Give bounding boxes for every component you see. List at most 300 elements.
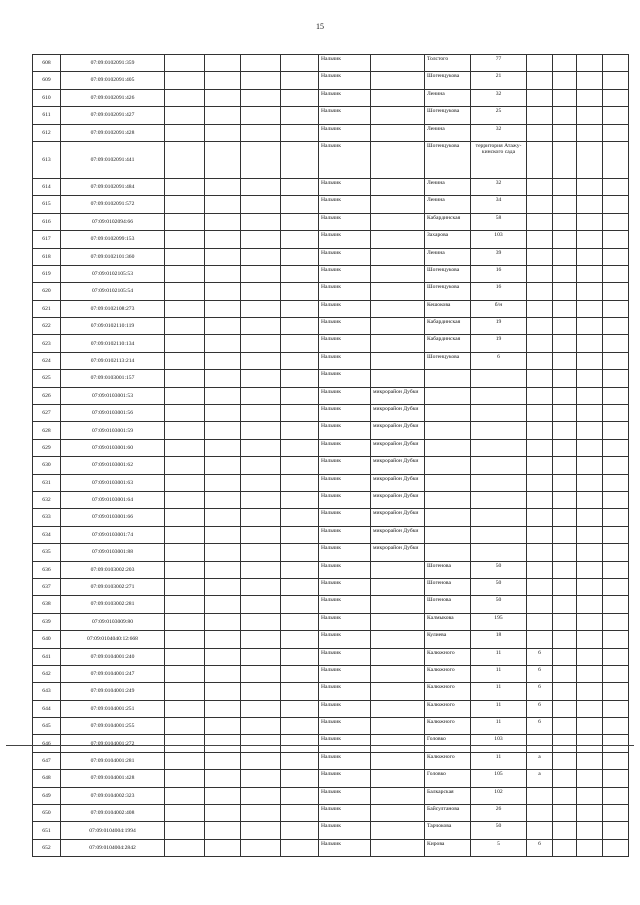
empty-cell <box>205 283 241 300</box>
city-cell: Нальчик <box>319 805 371 822</box>
house-cell: 50 <box>471 561 527 578</box>
house-cell: 77 <box>471 55 527 72</box>
empty-cell <box>241 178 281 195</box>
apartment-cell <box>527 89 553 106</box>
table-row <box>33 805 629 822</box>
empty-cell <box>205 335 241 352</box>
district-cell <box>371 370 425 387</box>
empty-cell <box>577 55 603 72</box>
apartment-cell <box>527 231 553 248</box>
empty-cell <box>281 578 319 595</box>
district-cell <box>371 735 425 752</box>
empty-cell <box>281 735 319 752</box>
district-cell <box>371 141 425 178</box>
empty-cell <box>205 839 241 856</box>
empty-cell <box>553 107 577 124</box>
empty-cell <box>205 544 241 561</box>
apartment-cell <box>527 387 553 404</box>
city-cell: Нальчик <box>319 439 371 456</box>
table-row <box>33 752 629 769</box>
row-number: 611 <box>33 107 61 124</box>
street-cell: Калюжного <box>425 700 471 717</box>
apartment-cell: 6 <box>527 718 553 735</box>
empty-cell <box>205 107 241 124</box>
street-cell: Кабардинская <box>425 213 471 230</box>
street-cell: Шогенцукова <box>425 352 471 369</box>
empty-cell <box>205 248 241 265</box>
house-cell: 16 <box>471 265 527 282</box>
empty-cell <box>241 370 281 387</box>
empty-cell <box>165 422 205 439</box>
cadastral-number: 07:09:0102110:134 <box>61 335 165 352</box>
cadastral-number: 07:09:0103002:203 <box>61 561 165 578</box>
row-number: 640 <box>33 631 61 648</box>
empty-cell <box>165 178 205 195</box>
city-cell: Нальчик <box>319 89 371 106</box>
street-cell: Захарова <box>425 231 471 248</box>
empty-cell <box>205 805 241 822</box>
empty-cell <box>553 770 577 787</box>
street-cell <box>425 509 471 526</box>
empty-cell <box>281 178 319 195</box>
city-cell: Нальчик <box>319 822 371 839</box>
cadastral-number: 07:09:0103001:62 <box>61 457 165 474</box>
cadastral-number: 07:09:0103001:74 <box>61 526 165 543</box>
row-number: 614 <box>33 178 61 195</box>
apartment-cell <box>527 544 553 561</box>
district-cell <box>371 248 425 265</box>
empty-cell <box>241 318 281 335</box>
table-row <box>33 526 629 543</box>
empty-cell <box>553 526 577 543</box>
empty-cell <box>577 141 603 178</box>
house-cell <box>471 544 527 561</box>
table-row <box>33 683 629 700</box>
empty-cell <box>603 491 629 508</box>
street-cell: Шогенцукова <box>425 283 471 300</box>
empty-cell <box>281 72 319 89</box>
street-cell: Калмыкова <box>425 613 471 630</box>
apartment-cell <box>527 561 553 578</box>
cadastral-number: 07:09:0103009:80 <box>61 613 165 630</box>
empty-cell <box>577 439 603 456</box>
empty-cell <box>165 405 205 422</box>
row-number: 613 <box>33 141 61 178</box>
empty-cell <box>165 335 205 352</box>
apartment-cell: а <box>527 752 553 769</box>
district-cell <box>371 55 425 72</box>
district-cell <box>371 283 425 300</box>
empty-cell <box>241 300 281 317</box>
house-cell: 19 <box>471 318 527 335</box>
empty-cell <box>165 735 205 752</box>
district-cell <box>371 231 425 248</box>
district-cell <box>371 665 425 682</box>
empty-cell <box>281 213 319 230</box>
apartment-cell: 6 <box>527 839 553 856</box>
empty-cell <box>241 839 281 856</box>
empty-cell <box>281 718 319 735</box>
district-cell <box>371 561 425 578</box>
row-number: 632 <box>33 491 61 508</box>
empty-cell <box>281 405 319 422</box>
empty-cell <box>205 370 241 387</box>
house-cell: 34 <box>471 196 527 213</box>
cadastral-number: 07:09:0103002:271 <box>61 578 165 595</box>
table-row <box>33 124 629 141</box>
empty-cell <box>165 631 205 648</box>
empty-cell <box>205 141 241 178</box>
empty-cell <box>205 457 241 474</box>
empty-cell <box>553 300 577 317</box>
empty-cell <box>603 439 629 456</box>
empty-cell <box>603 213 629 230</box>
empty-cell <box>577 596 603 613</box>
table-row <box>33 839 629 856</box>
house-cell: 103 <box>471 231 527 248</box>
empty-cell <box>577 457 603 474</box>
empty-cell <box>553 387 577 404</box>
street-cell: Толстого <box>425 55 471 72</box>
empty-cell <box>241 631 281 648</box>
empty-cell <box>165 124 205 141</box>
empty-cell <box>165 648 205 665</box>
cadastral-number: 07:09:0103001:157 <box>61 370 165 387</box>
empty-cell <box>281 822 319 839</box>
empty-cell <box>553 700 577 717</box>
table-row <box>33 196 629 213</box>
empty-cell <box>241 596 281 613</box>
district-cell <box>371 318 425 335</box>
empty-cell <box>165 474 205 491</box>
empty-cell <box>603 770 629 787</box>
empty-cell <box>577 283 603 300</box>
empty-cell <box>241 231 281 248</box>
row-number: 622 <box>33 318 61 335</box>
empty-cell <box>603 822 629 839</box>
empty-cell <box>553 665 577 682</box>
city-cell: Нальчик <box>319 665 371 682</box>
city-cell: Нальчик <box>319 561 371 578</box>
row-number: 623 <box>33 335 61 352</box>
empty-cell <box>165 370 205 387</box>
cadastral-number: 07:09:0102091:441 <box>61 141 165 178</box>
empty-cell <box>577 700 603 717</box>
table-row <box>33 107 629 124</box>
table-row <box>33 55 629 72</box>
empty-cell <box>577 613 603 630</box>
apartment-cell: 6 <box>527 683 553 700</box>
empty-cell <box>553 735 577 752</box>
empty-cell <box>165 300 205 317</box>
house-cell <box>471 439 527 456</box>
row-number: 651 <box>33 822 61 839</box>
city-cell: Нальчик <box>319 596 371 613</box>
city-cell: Нальчик <box>319 265 371 282</box>
house-cell: 11 <box>471 700 527 717</box>
city-cell: Нальчик <box>319 370 371 387</box>
empty-cell <box>281 474 319 491</box>
city-cell: Нальчик <box>319 752 371 769</box>
city-cell: Нальчик <box>319 55 371 72</box>
house-cell <box>471 370 527 387</box>
empty-cell <box>577 196 603 213</box>
house-cell: 11 <box>471 648 527 665</box>
empty-cell <box>205 700 241 717</box>
table-row <box>33 213 629 230</box>
empty-cell <box>577 335 603 352</box>
empty-cell <box>165 231 205 248</box>
empty-cell <box>241 457 281 474</box>
empty-cell <box>603 370 629 387</box>
house-cell: 25 <box>471 107 527 124</box>
empty-cell <box>165 544 205 561</box>
street-cell: Калюжного <box>425 752 471 769</box>
empty-cell <box>553 248 577 265</box>
table-row <box>33 491 629 508</box>
street-cell: Шогенцукова <box>425 107 471 124</box>
empty-cell <box>553 787 577 804</box>
city-cell: Нальчик <box>319 457 371 474</box>
empty-cell <box>553 457 577 474</box>
empty-cell <box>603 72 629 89</box>
city-cell: Нальчик <box>319 178 371 195</box>
empty-cell <box>205 405 241 422</box>
empty-cell <box>281 752 319 769</box>
district-cell: микрорайон Дубки <box>371 474 425 491</box>
empty-cell <box>241 213 281 230</box>
house-cell: 6 <box>471 352 527 369</box>
apartment-cell <box>527 370 553 387</box>
empty-cell <box>205 526 241 543</box>
row-number: 650 <box>33 805 61 822</box>
empty-cell <box>281 387 319 404</box>
street-cell: Калюжного <box>425 683 471 700</box>
district-cell: микрорайон Дубки <box>371 457 425 474</box>
row-number: 652 <box>33 839 61 856</box>
table-row <box>33 770 629 787</box>
street-cell: Ленина <box>425 89 471 106</box>
district-cell <box>371 213 425 230</box>
street-cell <box>425 439 471 456</box>
table-row <box>33 405 629 422</box>
empty-cell <box>603 55 629 72</box>
empty-cell <box>165 141 205 178</box>
empty-cell <box>281 107 319 124</box>
city-cell: Нальчик <box>319 283 371 300</box>
house-cell: 18 <box>471 631 527 648</box>
cadastral-number: 07:09:0104001:255 <box>61 718 165 735</box>
empty-cell <box>553 72 577 89</box>
empty-cell <box>205 578 241 595</box>
empty-cell <box>577 318 603 335</box>
empty-cell <box>205 387 241 404</box>
district-cell: микрорайон Дубки <box>371 387 425 404</box>
empty-cell <box>205 124 241 141</box>
empty-cell <box>577 491 603 508</box>
empty-cell <box>165 683 205 700</box>
empty-cell <box>553 370 577 387</box>
empty-cell <box>165 439 205 456</box>
apartment-cell <box>527 613 553 630</box>
apartment-cell: 6 <box>527 665 553 682</box>
empty-cell <box>205 231 241 248</box>
cadastral-number: 07:09:0104004:1994 <box>61 822 165 839</box>
street-cell: Шогенцукова <box>425 72 471 89</box>
empty-cell <box>241 648 281 665</box>
empty-cell <box>205 596 241 613</box>
empty-cell <box>281 55 319 72</box>
row-number: 627 <box>33 405 61 422</box>
cadastral-number: 07:09:0102105:54 <box>61 283 165 300</box>
empty-cell <box>281 370 319 387</box>
empty-cell <box>205 683 241 700</box>
empty-cell <box>577 648 603 665</box>
apartment-cell <box>527 178 553 195</box>
street-cell <box>425 526 471 543</box>
empty-cell <box>281 561 319 578</box>
empty-cell <box>603 544 629 561</box>
scan-artifact-line <box>6 745 634 746</box>
cadastral-number: 07:09:0102105:53 <box>61 265 165 282</box>
empty-cell <box>553 196 577 213</box>
cadastral-number: 07:09:0102091:359 <box>61 55 165 72</box>
city-cell: Нальчик <box>319 770 371 787</box>
district-cell <box>371 107 425 124</box>
apartment-cell <box>527 318 553 335</box>
table-row <box>33 335 629 352</box>
street-cell <box>425 544 471 561</box>
district-cell <box>371 718 425 735</box>
row-number: 625 <box>33 370 61 387</box>
empty-cell <box>241 107 281 124</box>
empty-cell <box>553 178 577 195</box>
empty-cell <box>603 735 629 752</box>
cadastral-number: 07:09:0104040:12:668 <box>61 631 165 648</box>
table-row <box>33 474 629 491</box>
row-number: 609 <box>33 72 61 89</box>
street-cell: Калюжного <box>425 665 471 682</box>
table-row <box>33 787 629 804</box>
row-number: 641 <box>33 648 61 665</box>
empty-cell <box>281 683 319 700</box>
empty-cell <box>603 509 629 526</box>
house-cell: 50 <box>471 822 527 839</box>
district-cell <box>371 700 425 717</box>
empty-cell <box>165 491 205 508</box>
apartment-cell <box>527 283 553 300</box>
apartment-cell <box>527 72 553 89</box>
row-number: 639 <box>33 613 61 630</box>
empty-cell <box>205 89 241 106</box>
empty-cell <box>241 141 281 178</box>
empty-cell <box>553 405 577 422</box>
page-number: 15 <box>316 22 324 31</box>
cadastral-number: 07:09:0103001:59 <box>61 422 165 439</box>
empty-cell <box>241 718 281 735</box>
empty-cell <box>281 787 319 804</box>
street-cell: Шогенцукова <box>425 265 471 282</box>
apartment-cell <box>527 509 553 526</box>
empty-cell <box>241 124 281 141</box>
empty-cell <box>165 665 205 682</box>
cadastral-number: 07:09:0102091:427 <box>61 107 165 124</box>
empty-cell <box>603 335 629 352</box>
city-cell: Нальчик <box>319 509 371 526</box>
cadastral-number: 07:09:0104001:428 <box>61 770 165 787</box>
empty-cell <box>553 544 577 561</box>
district-cell <box>371 352 425 369</box>
street-cell <box>425 387 471 404</box>
apartment-cell <box>527 352 553 369</box>
row-number: 638 <box>33 596 61 613</box>
empty-cell <box>553 509 577 526</box>
apartment-cell <box>527 422 553 439</box>
empty-cell <box>281 248 319 265</box>
empty-cell <box>241 439 281 456</box>
district-cell <box>371 300 425 317</box>
apartment-cell: 6 <box>527 648 553 665</box>
apartment-cell <box>527 124 553 141</box>
empty-cell <box>281 839 319 856</box>
empty-cell <box>165 509 205 526</box>
district-cell <box>371 770 425 787</box>
table-row <box>33 178 629 195</box>
empty-cell <box>281 318 319 335</box>
table-row <box>33 613 629 630</box>
table-row <box>33 370 629 387</box>
district-cell <box>371 335 425 352</box>
empty-cell <box>603 387 629 404</box>
empty-cell <box>281 300 319 317</box>
table-row <box>33 89 629 106</box>
empty-cell <box>165 196 205 213</box>
empty-cell <box>205 509 241 526</box>
cadastral-number: 07:09:0103001:56 <box>61 405 165 422</box>
empty-cell <box>241 787 281 804</box>
empty-cell <box>553 474 577 491</box>
empty-cell <box>241 265 281 282</box>
city-cell: Нальчик <box>319 248 371 265</box>
empty-cell <box>165 213 205 230</box>
row-number: 616 <box>33 213 61 230</box>
empty-cell <box>281 457 319 474</box>
city-cell: Нальчик <box>319 526 371 543</box>
district-cell: микрорайон Дубки <box>371 526 425 543</box>
empty-cell <box>603 107 629 124</box>
apartment-cell: а <box>527 770 553 787</box>
row-number: 618 <box>33 248 61 265</box>
apartment-cell <box>527 213 553 230</box>
city-cell: Нальчик <box>319 578 371 595</box>
city-cell: Нальчик <box>319 300 371 317</box>
cadastral-number: 07:09:0104001:272 <box>61 735 165 752</box>
apartment-cell <box>527 787 553 804</box>
empty-cell <box>577 405 603 422</box>
empty-cell <box>281 231 319 248</box>
cadastral-table <box>32 54 629 857</box>
district-cell <box>371 648 425 665</box>
empty-cell <box>205 822 241 839</box>
table-row <box>33 648 629 665</box>
empty-cell <box>603 352 629 369</box>
city-cell: Нальчик <box>319 631 371 648</box>
empty-cell <box>241 196 281 213</box>
empty-cell <box>577 787 603 804</box>
empty-cell <box>603 805 629 822</box>
empty-cell <box>205 318 241 335</box>
cadastral-number: 07:09:0103002:281 <box>61 596 165 613</box>
